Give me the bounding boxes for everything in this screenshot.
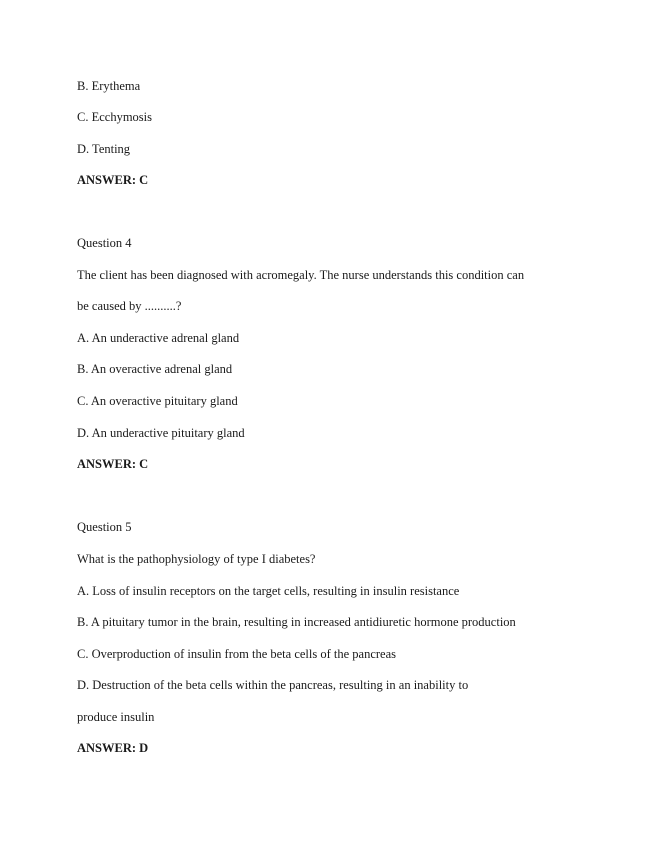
q3-option-d: D. Tenting	[77, 142, 131, 156]
q5-heading: Question 5	[77, 520, 132, 534]
q5-option-d-line1: D. Destruction of the beta cells within the pancreas, resulting in an inability to	[77, 678, 469, 692]
q4-stem-line2: be caused by ..........?	[77, 299, 182, 313]
q4-heading: Question 4	[77, 236, 132, 250]
q3-option-c: C. Ecchymosis	[77, 110, 152, 124]
q5-option-b: B. A pituitary tumor in the brain, resulting in increased antidiuretic hormone production	[77, 615, 516, 629]
q4-option-d: D. An underactive pituitary gland	[77, 426, 245, 440]
q3-answer: ANSWER: C	[77, 173, 149, 187]
q5-option-a: A. Loss of insulin receptors on the target cells, resulting in insulin resistance	[77, 584, 460, 598]
q4-option-a: A. An underactive adrenal gland	[77, 331, 240, 345]
q4-option-b: B. An overactive adrenal gland	[77, 362, 233, 376]
q5-option-c: C. Overproduction of insulin from the beta cells of the pancreas	[77, 647, 397, 661]
q4-option-c: C. An overactive pituitary gland	[77, 394, 238, 408]
q4-answer: ANSWER: C	[77, 457, 149, 471]
q5-answer: ANSWER: D	[77, 741, 149, 755]
q5-stem: What is the pathophysiology of type I diabetes?	[77, 552, 316, 566]
q3-option-b: B. Erythema	[77, 79, 141, 93]
q5-option-d-line2: produce insulin	[77, 710, 155, 724]
q4-stem-line1: The client has been diagnosed with acromegaly. The nurse understands this condition can	[77, 268, 525, 282]
